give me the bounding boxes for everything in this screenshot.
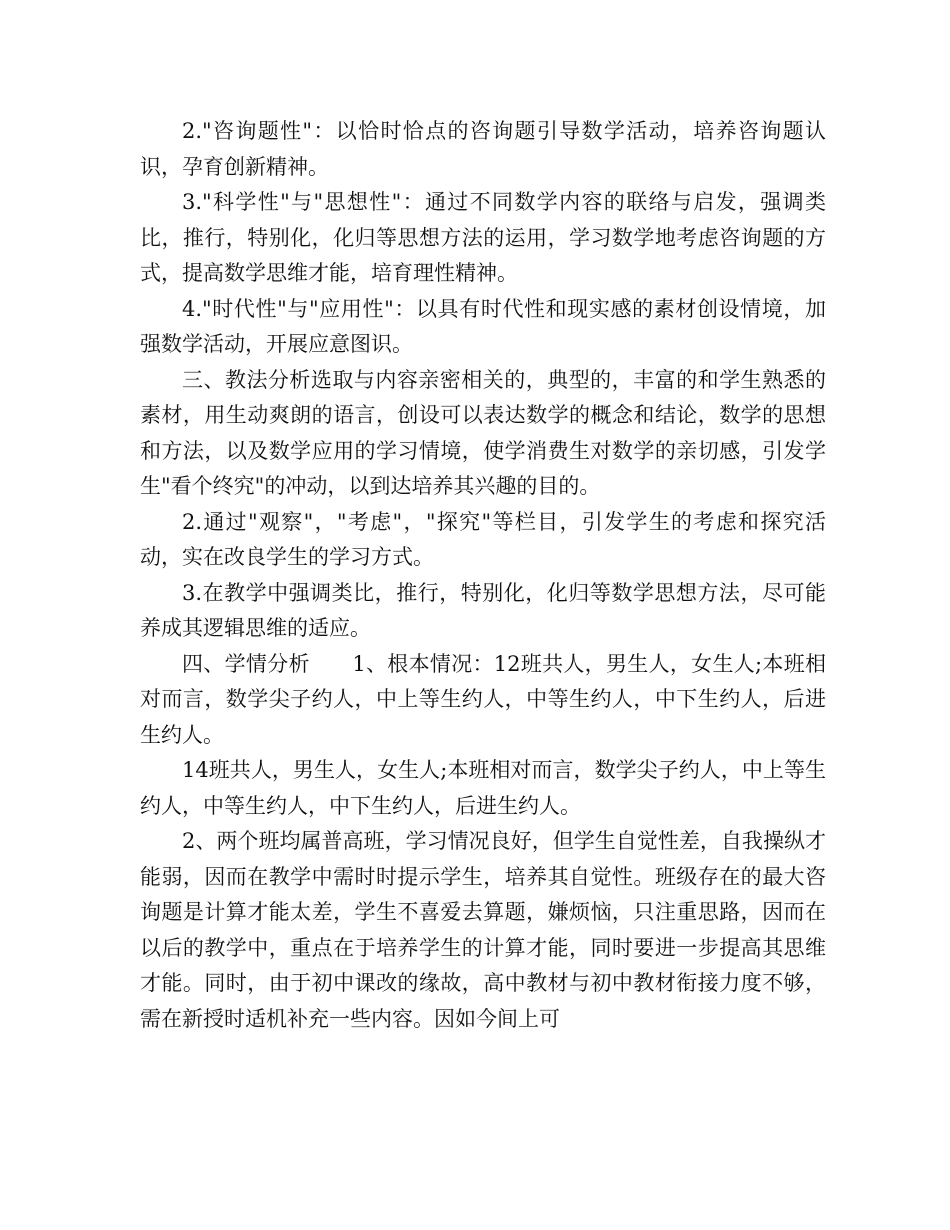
paragraph-teaching-method-analysis: 三、教法分析选取与内容亲密相关的，典型的，丰富的和学生熟悉的素材，用生动爽朗的语言，创设可以表达数学的概念和结论，数学的思想和方法，以及数学应用的学习情境，使学消费生对数学的亲切感，引发学生"看个终究"的冲动，以到达培养其兴趣的目的。 bbox=[140, 367, 826, 498]
paragraph-class-situation: 2、两个班均属普高班，学习情况良好，但学生自觉性差，自我操纵才能弱，因而在教学中需时时提示学生，培养其自觉性。班级存在的最大咨询题是计算才能太差，学生不喜爱去算题，嫌烦恼，只注重思路，因而在以后的教学中，重点在于培养学生的计算才能，同时要进一步提高其思维才能。同时，由于初中课改的缘故，高中教材与初中教材衔接力度不够，需在新授时适机补充一些内容。因如今间上可 bbox=[140, 829, 826, 1031]
document-body bbox=[140, 114, 826, 1037]
paragraph-era-and-application: 4."时代性"与"应用性"：以具有时代性和现实感的素材创设情境，加强数学活动，开展应意图识。 bbox=[140, 296, 826, 356]
paragraph-problem-orientation: 2."咨询题性"：以恰时恰点的咨询题引导数学活动，培养咨询题认识，孕育创新精神。 bbox=[140, 119, 826, 179]
paragraph-class-14: 14班共人，男生人，女生人;本班相对而言，数学尖子约人，中上等生约人，中等生约人，中下生约人，后进生约人。 bbox=[140, 758, 826, 818]
paragraph-student-analysis-class-12: 四、学情分析 1、根本情况：12班共人，男生人，女生人;本班相对而言，数学尖子约人，中上等生约人，中等生约人，中下生约人，后进生约人。 bbox=[140, 651, 826, 747]
paragraph-mathematical-thinking: 3.在教学中强调类比，推行，特别化，化归等数学思想方法，尽可能养成其逻辑思维的适应。 bbox=[140, 580, 826, 640]
paragraph-science-and-thought: 3."科学性"与"思想性"：通过不同数学内容的联络与启发，强调类比，推行，特别化，化归等思想方法的运用，学习数学地考虑咨询题的方式，提高数学思维才能，培育理性精神。 bbox=[140, 190, 826, 285]
paragraph-observe-think-explore: 2.通过"观察"，"考虑"，"探究"等栏目，引发学生的考虑和探究活动，实在改良学生的学习方式。 bbox=[140, 509, 826, 569]
